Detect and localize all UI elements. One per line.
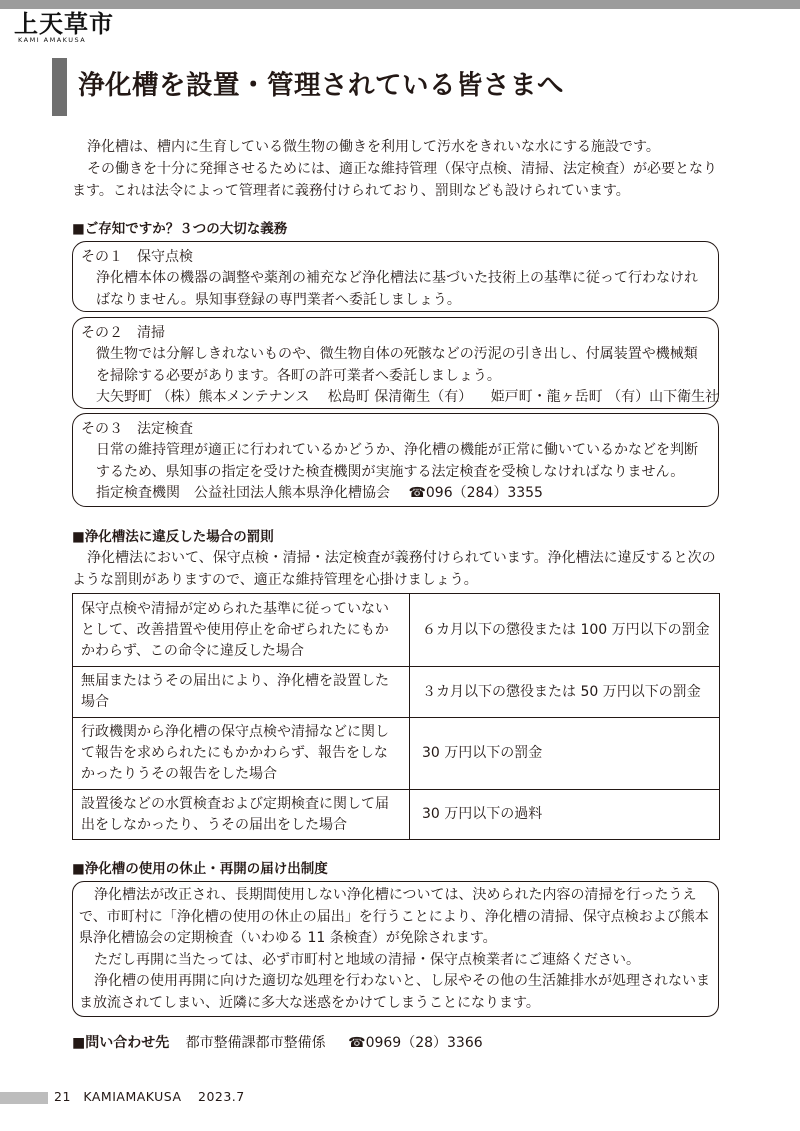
penalty-cell: 30 万円以下の罰金	[410, 718, 720, 790]
licensed-contractors: 大矢野町 （株）熊本メンテナンス 松島町 保清衛生（有） 姫戸町・龍ヶ岳町 （有）山下衛生社	[96, 389, 720, 405]
logo-subtext: KAMI AMAKUSA	[18, 36, 87, 44]
inquiry-label: ■問い合わせ先	[72, 1035, 170, 1051]
penalty-cell: ３カ月以下の懲役または 50 万円以下の罰金	[410, 667, 720, 718]
intro-paragraph-1: 浄化槽は、槽内に生育している微生物の働きを利用して汚水をきれいな水にする施設です。	[87, 139, 660, 155]
page-title: 浄化槽を設置・管理されている皆さまへ	[78, 70, 564, 101]
top-bar	[0, 0, 800, 9]
violation-cell: 行政機関から浄化槽の保守点検や清掃などに関して報告を求められたにもかかわらず、報告をしなかったりうその報告をした場合	[73, 718, 410, 790]
page-footer	[54, 1089, 245, 1105]
page-number: 21	[54, 1089, 71, 1104]
duty-body: 日常の維持管理が適正に行われているかどうか、浄化槽の機能が正常に働いているかなどを判断するため、県知事の指定を受けた検査機関が実施する法定検査を受検しなければなりません。	[96, 442, 698, 480]
duty-body: 微生物では分解しきれないものや、微生物自体の死骸などの汚泥の引き出し、付属装置や機械類を掃除する必要があります。各町の許可業者へ委託しましょう。	[96, 346, 698, 384]
inquiry-department: 都市整備課都市整備係	[185, 1035, 326, 1051]
city-logo	[14, 9, 116, 47]
duty-title: その１ 保守点検	[81, 249, 193, 265]
inquiry-line	[72, 1033, 483, 1053]
suspension-paragraph-2: ただし再開に当たっては、必ず市町村と地域の清掃・保守点検業者にご連絡ください。	[94, 951, 640, 968]
suspension-box	[72, 881, 719, 1017]
table-row	[73, 790, 720, 840]
inspection-agency: 指定検査機関 公益社団法人熊本県浄化槽協会 ☎096（284）3355	[96, 485, 543, 501]
violation-cell: 設置後などの水質検査および定期検査に関して届出をしなかったり、うその届出をした場合	[73, 790, 410, 840]
suspension-heading: ■浄化槽の使用の休止・再開の届け出制度	[72, 861, 328, 877]
issue-date: 2023.7	[198, 1089, 245, 1104]
footer-bar	[0, 1092, 48, 1104]
inquiry-phone: ☎0969（28）3366	[348, 1035, 483, 1051]
table-row	[73, 594, 720, 667]
intro-paragraph-2: その働きを十分に発揮させるためには、適正な維持管理（保守点検、清掃、法定検査）が必要となります。これは法令によって管理者に義務付けられており、罰則なども設けられています。	[72, 161, 717, 199]
duty-title: その２ 清掃	[81, 325, 165, 341]
penalties-heading: ■浄化槽法に違反した場合の罰則	[72, 529, 274, 545]
penalty-cell: ６カ月以下の懲役または 100 万円以下の罰金	[410, 594, 720, 667]
suspension-paragraph-1: 浄化槽法が改正され、長期間使用しない浄化槽については、決められた内容の清掃を行ったうえで、市町村に「浄化槽の使用の休止の届出」を行うことにより、浄化槽の清掃、保守点検および熊本県浄化槽協会の定期検査（いわゆる 11 条検査）が免除されます。	[79, 887, 709, 946]
logo-text: 上天草市	[14, 9, 114, 38]
duty-body: 浄化槽本体の機器の調整や薬剤の補充など浄化槽法に基づいた技術上の基準に従って行わなければなりません。県知事登録の専門業者へ委託しましょう。	[96, 270, 698, 308]
penalties-intro: 浄化槽法において、保守点検・清掃・法定検査が義務付けられています。浄化槽法に違反すると次のような罰則がありますので、適正な維持管理を心掛けましょう。	[72, 550, 716, 588]
violation-cell: 保守点検や清掃が定められた基準に従っていないとして、改善措置や使用停止を命ぜられたにもかかわらず、この命令に違反した場合	[73, 594, 410, 667]
violation-cell: 無届またはうその届出により、浄化槽を設置した場合	[73, 667, 410, 718]
duty-title: その３ 法定検査	[81, 421, 193, 437]
duties-heading: ■ご存知ですか？３つの大切な義務	[72, 221, 288, 237]
penalty-table	[72, 593, 720, 840]
duty-box-maintenance	[72, 241, 719, 312]
publication-name: KAMIAMAKUSA	[83, 1089, 182, 1104]
table-row	[73, 667, 720, 718]
duty-box-inspection	[72, 413, 719, 507]
table-row	[73, 718, 720, 790]
intro-section	[72, 136, 722, 202]
title-accent-bar	[52, 58, 67, 116]
duty-box-cleaning	[72, 317, 719, 409]
penalty-cell: 30 万円以下の過料	[410, 790, 720, 840]
suspension-paragraph-3: 浄化槽の使用再開に向けた適切な処理を行わないと、し尿やその他の生活雑排水が処理されないまま放流されてしまい、近隣に多大な迷惑をかけてしまうことになります。	[79, 973, 710, 1011]
